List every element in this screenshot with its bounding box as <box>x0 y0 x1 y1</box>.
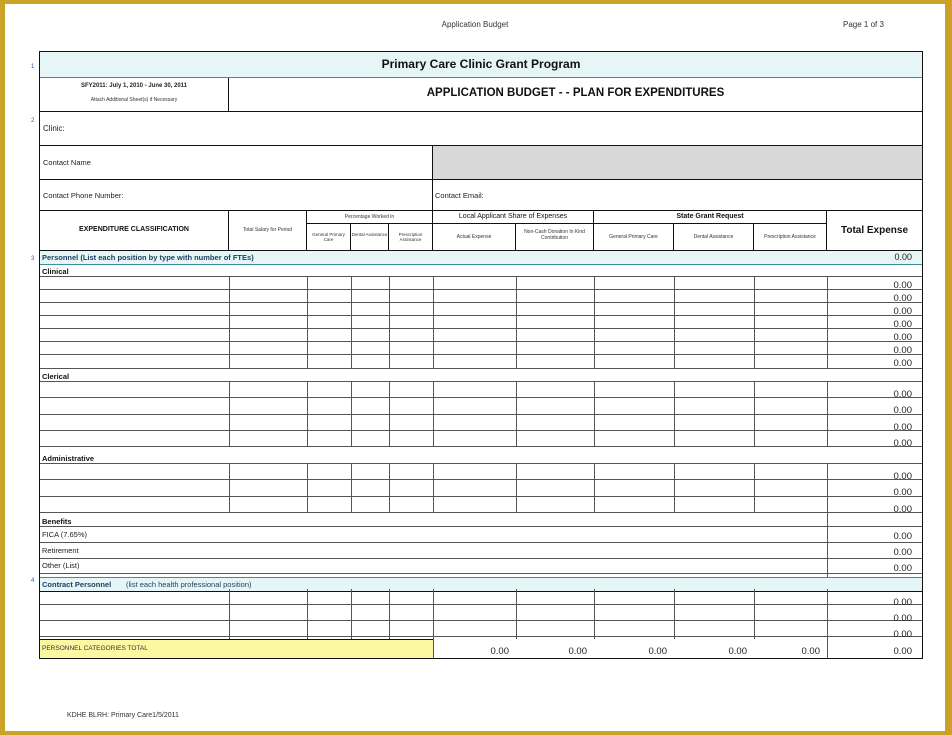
col-local-group: Local Applicant Share of Expenses <box>433 211 594 224</box>
grid-col-line <box>754 463 755 512</box>
grid-col-line <box>754 381 755 446</box>
section-clerical: Clerical <box>42 372 70 381</box>
grid-row-line <box>40 512 922 513</box>
total-cell: 0.00 <box>893 293 912 304</box>
grid-col-line <box>389 381 390 446</box>
grid-row-line <box>40 414 922 415</box>
totals-total-expense: 0.00 <box>893 646 912 657</box>
col-non-cash: Non-Cash Donation In Kind Contribution <box>516 224 594 251</box>
total-cell: 0.00 <box>893 487 912 498</box>
grid-col-line <box>827 589 828 639</box>
total-cell: 0.00 <box>894 252 912 262</box>
row-number: 3 <box>31 256 35 262</box>
grid-col-line <box>516 589 517 639</box>
grid-row-line <box>40 463 922 464</box>
grid-col-line <box>594 463 595 512</box>
total-cell: 0.00 <box>893 597 912 608</box>
col-pct-dental: Dental Assistance <box>351 224 389 251</box>
total-cell: 0.00 <box>893 389 912 400</box>
total-cell: 0.00 <box>893 345 912 356</box>
col-pct-gpc: General Primary Care <box>307 224 351 251</box>
grid-col-line <box>674 589 675 639</box>
clinic-field[interactable] <box>40 112 922 146</box>
grid-col-line <box>389 276 390 368</box>
col-state-dental: Dental Assistance <box>674 224 754 251</box>
total-cell: 0.00 <box>893 280 912 291</box>
totals-non-cash: 0.00 <box>568 646 587 657</box>
grid-row-line <box>40 496 922 497</box>
grid-row-line <box>40 289 922 290</box>
totals-label-cell <box>40 639 433 658</box>
grid-row-line <box>40 479 922 480</box>
total-cell: 0.00 <box>893 358 912 369</box>
sfy-line: SFY2011: July 1, 2010 - June 30, 2011 <box>80 83 188 89</box>
grid-col-line <box>307 589 308 639</box>
grid-row-line <box>40 636 922 637</box>
grid-row-line <box>40 397 922 398</box>
grid-col-line <box>433 589 434 639</box>
grid-col-line <box>674 463 675 512</box>
grid-col-line <box>307 381 308 446</box>
grid-col-line <box>351 276 352 368</box>
spreadsheet-page <box>5 4 945 731</box>
contact-name-field[interactable] <box>40 146 433 180</box>
sfy-block <box>40 78 229 112</box>
totals-state-rx: 0.00 <box>801 646 820 657</box>
total-cell: 0.00 <box>893 306 912 317</box>
total-cell: 0.00 <box>893 547 912 558</box>
grid-col-line <box>307 276 308 368</box>
grid-col-line <box>827 276 828 368</box>
grid-row-line <box>40 430 922 431</box>
col-total-salary: Total Salary for Period <box>229 211 307 251</box>
grid-row-line <box>40 315 922 316</box>
contact-phone-label: Contact Phone Number: <box>43 191 124 200</box>
grid-row-line <box>40 302 922 303</box>
section-administrative: Administrative <box>42 454 95 463</box>
grid-col-line <box>516 276 517 368</box>
grid-col-line <box>674 381 675 446</box>
grid-row-line <box>40 604 922 605</box>
benefit-other: Other (List) <box>42 561 80 570</box>
total-cell: 0.00 <box>893 332 912 343</box>
grid-row-line <box>40 446 922 447</box>
grid-col-line <box>229 463 230 512</box>
greyed-field <box>433 146 922 180</box>
grid-row-line <box>40 381 922 382</box>
col-actual-expense: Actual Expense <box>433 224 516 251</box>
total-cell: 0.00 <box>893 504 912 515</box>
benefit-fica: FICA (7.65%) <box>42 530 88 539</box>
total-cell: 0.00 <box>893 629 912 640</box>
attach-note: Attach Additional Sheet(s) if Necessary <box>90 97 178 103</box>
totals-state-dental: 0.00 <box>728 646 747 657</box>
grid-col-line <box>433 381 434 446</box>
contact-phone-field[interactable] <box>40 180 433 211</box>
grid-row-line <box>40 558 922 559</box>
grid-col-line <box>827 512 828 577</box>
page-header-title: Application Budget <box>441 20 509 29</box>
grid-col-line <box>827 639 828 658</box>
total-cell: 0.00 <box>893 319 912 330</box>
grid-col-line <box>229 276 230 368</box>
benefit-retirement: Retirement <box>42 546 79 555</box>
total-cell: 0.00 <box>893 471 912 482</box>
personnel-band: Personnel (List each position by type with number of FTEs) 0.00 <box>40 251 922 265</box>
clinic-label: Clinic: <box>43 124 65 133</box>
row-number: 2 <box>31 118 35 124</box>
title-band <box>40 52 922 78</box>
col-classification: EXPENDITURE CLASSIFICATION <box>40 211 229 251</box>
grid-col-line <box>827 381 828 446</box>
grid-col-line <box>229 381 230 446</box>
grid-row-line <box>40 341 922 342</box>
grid-row-line <box>40 620 922 621</box>
contact-email-label: Contact Email: <box>435 191 484 200</box>
form-title: Primary Care Clinic Grant Program <box>381 57 581 71</box>
grid-col-line <box>389 463 390 512</box>
col-total-expense: Total Expense <box>827 211 922 251</box>
contract-band: Contract Personnel (list each health professional position) <box>40 577 922 592</box>
row-number: 4 <box>31 578 35 584</box>
grid-col-line <box>351 463 352 512</box>
grid-col-line <box>516 381 517 446</box>
grid-col-line <box>827 463 828 512</box>
grid-col-line <box>754 589 755 639</box>
grid-col-line <box>516 463 517 512</box>
grid-row-line <box>40 354 922 355</box>
col-state-gpc: General Primary Care <box>594 224 674 251</box>
subtitle-block <box>229 78 922 112</box>
totals-actual-expense: 0.00 <box>490 646 509 657</box>
total-cell: 0.00 <box>893 613 912 624</box>
total-cell: 0.00 <box>893 422 912 433</box>
total-cell: 0.00 <box>893 405 912 416</box>
grid-row-line <box>40 276 922 277</box>
contract-note: (list each health professional position) <box>126 580 252 589</box>
grid-col-line <box>229 589 230 639</box>
total-cell: 0.00 <box>893 438 912 449</box>
grid-col-line <box>433 276 434 368</box>
grid-col-line <box>754 276 755 368</box>
grid-col-line <box>433 463 434 512</box>
grid-row-line <box>40 368 922 369</box>
grid-col-line <box>594 276 595 368</box>
grid-col-line <box>674 276 675 368</box>
grid-col-line <box>389 589 390 639</box>
total-cell: 0.00 <box>893 563 912 574</box>
contact-name-label: Contact Name <box>43 158 91 167</box>
grid-col-line <box>594 589 595 639</box>
grid-row-line <box>40 328 922 329</box>
grid-row-line <box>40 542 922 543</box>
totals-label: PERSONNEL CATEGORIES TOTAL <box>42 645 148 652</box>
grid-col-line <box>351 381 352 446</box>
contact-email-field[interactable] <box>433 180 922 211</box>
total-cell: 0.00 <box>893 531 912 542</box>
grid-col-line <box>351 589 352 639</box>
form-subtitle: APPLICATION BUDGET - - PLAN FOR EXPENDITURES <box>426 87 725 99</box>
section-clinical: Clinical <box>42 267 69 276</box>
budget-form <box>39 51 923 659</box>
grid-row-line <box>40 573 922 574</box>
totals-state-gpc: 0.00 <box>648 646 667 657</box>
page-number: Page 1 of 3 <box>843 20 884 29</box>
col-pct-rx: Prescription Assistance <box>389 224 433 251</box>
grid-row-line <box>40 526 922 527</box>
col-state-rx: Prescription Assistance <box>754 224 827 251</box>
col-pct-group: Percentage Worked in <box>307 211 433 224</box>
row-number: 1 <box>31 64 35 70</box>
grid-col-line <box>594 381 595 446</box>
section-benefits: Benefits <box>42 517 72 526</box>
col-state-group: State Grant Request <box>594 211 827 224</box>
grid-col-line <box>307 463 308 512</box>
page-footer: KDHE BLRH: Primary Care1/5/2011 <box>67 712 179 719</box>
